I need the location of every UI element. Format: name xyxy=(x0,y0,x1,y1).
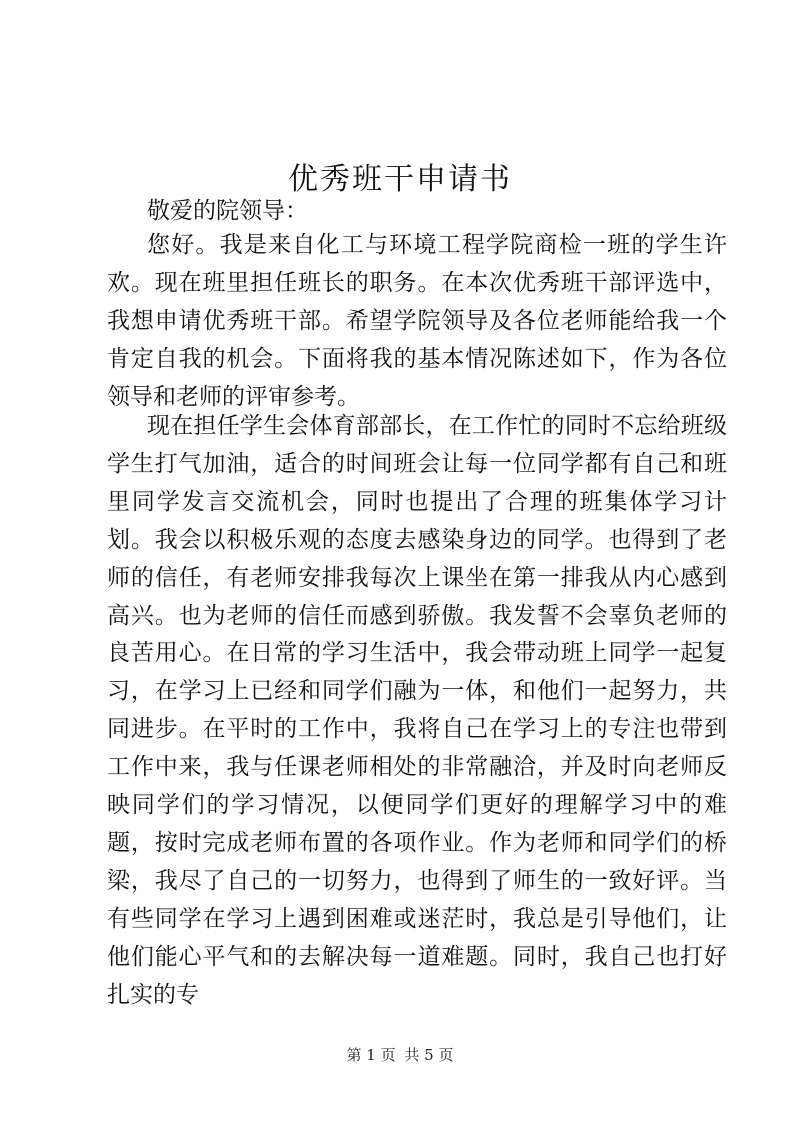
page-number: 第 1 页 xyxy=(346,1046,396,1064)
page-footer xyxy=(0,1045,800,1065)
document-title: 优秀班干申请书 xyxy=(288,162,512,198)
salutation: 敬爱的院领导： xyxy=(147,198,308,224)
page-total: 共 5 页 xyxy=(404,1046,454,1064)
body-paragraph-1: 您好。我是来自化工与环境工程学院商检一班的学生许欢。现在班里担任班长的职务。在本次优秀班干部评选中，我想申请优秀班干部。希望学院领导及各位老师能给我一个肯定自我的机会。下面将我的基本情况陈述如下，作为各位领导和老师的评审参考。 xyxy=(107,232,727,410)
body-paragraph-2: 现在担任学生会体育部部长，在工作忙的同时不忘给班级学生打气加油，适合的时间班会让每一位同学都有自己和班里同学发言交流机会，同时也提出了合理的班集体学习计划。我会以积极乐观的态度去感染身边的同学。也得到了老师的信任，有老师安排我每次上课坐在第一排我从内心感到高兴。也为老师的信任而感到骄傲。我发誓不会辜负老师的良苦用心。在日常的学习生活中，我会带动班上同学一起复习，在学习上已经和同学们融为一体，和他们一起努力，共同进步。在平时的工作中，我将自己在学习上的专注也带到工作中来，我与任课老师相处的非常融洽，并及时向老师反映同学们的学习情况，以便同学们更好的理解学习中的难题，按时完成老师布置的各项作业。作为老师和同学们的桥梁，我尽了自己的一切努力，也得到了师生的一致好评。当有些同学在学习上遇到困难或迷茫时，我总是引导他们，让他们能心平气和的去解决每一道难题。同时，我自己也打好扎实的专 xyxy=(107,413,727,1008)
